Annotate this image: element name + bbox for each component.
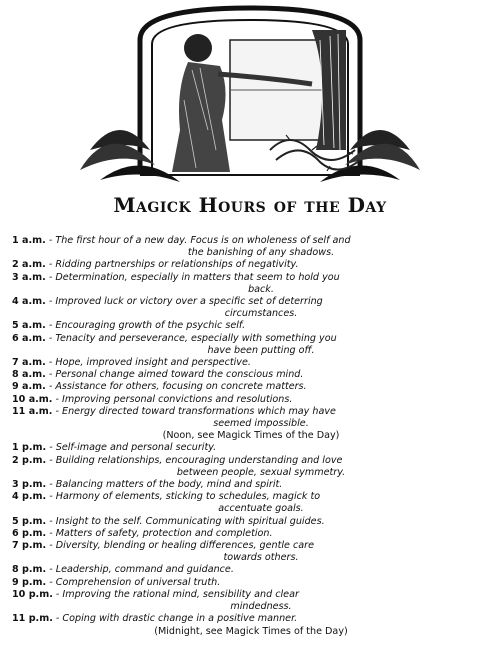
hour-label: 5 a.m. — [12, 320, 46, 332]
list-item — [12, 394, 490, 406]
list-item — [12, 491, 490, 515]
list-item — [12, 333, 490, 357]
hour-label: 6 p.m. — [12, 527, 47, 539]
list-item — [12, 381, 490, 393]
list-item — [12, 528, 490, 540]
hour-label: 10 p.m. — [12, 588, 53, 600]
hour-description-continued: between people, sexual symmetry. — [176, 466, 346, 478]
hour-description: - Coping with drastic change in a positive manner. — [55, 613, 298, 625]
hour-description: - Determination, especially in matters that seem to hold you — [48, 271, 340, 283]
hour-label: 3 a.m. — [12, 271, 46, 283]
hour-description: - The first hour of a new day. Focus is on wholeness of self and — [48, 235, 351, 246]
list-item — [12, 564, 490, 576]
hour-label: 2 p.m. — [12, 454, 47, 466]
list-item — [12, 320, 490, 332]
hour-description: - Improved luck or victory over a specific set of deterring — [48, 296, 323, 308]
hour-description: - Personal change aimed toward the conscious mind. — [48, 369, 304, 381]
hour-label: 3 p.m. — [12, 479, 47, 491]
hour-label: 4 a.m. — [12, 296, 46, 308]
hour-label: 11 a.m. — [12, 405, 53, 417]
hour-label: 9 a.m. — [12, 381, 46, 393]
list-item — [12, 259, 490, 271]
hour-description-continued: have been putting off. — [207, 344, 315, 356]
hour-description-continued: mindedness. — [230, 601, 292, 613]
hour-label: 7 a.m. — [12, 357, 46, 369]
hour-description: - Improving the rational mind, sensibility and clear — [55, 588, 299, 600]
midnight-note: (Midnight, see Magick Times of the Day) — [154, 625, 348, 637]
hour-label: 11 p.m. — [12, 613, 53, 625]
hour-label: 7 p.m. — [12, 540, 47, 552]
hour-description: - Comprehension of universal truth. — [49, 576, 221, 588]
list-item — [12, 442, 490, 454]
hour-description-continued: back. — [248, 283, 274, 295]
hour-description: - Balancing matters of the body, mind and spirit. — [49, 479, 283, 491]
list-item — [12, 540, 490, 564]
page-title: Magick Hours of the Day — [113, 193, 387, 217]
hour-label: 8 p.m. — [12, 564, 47, 576]
list-item — [12, 455, 490, 479]
hours-list — [12, 235, 490, 638]
hour-description: - Matters of safety, protection and completion. — [49, 527, 273, 539]
hour-description: - Leadership, command and guidance. — [49, 564, 234, 576]
hour-description-continued: circumstances. — [224, 308, 298, 320]
hour-label: 10 a.m. — [12, 393, 53, 405]
hour-description: - Self-image and personal security. — [49, 442, 217, 454]
list-item — [12, 369, 490, 381]
list-item — [12, 589, 490, 613]
hour-label: 6 a.m. — [12, 332, 46, 344]
hour-label: 5 p.m. — [12, 515, 47, 527]
list-item — [12, 613, 490, 625]
list-item — [12, 516, 490, 528]
woman-at-window-illustration — [80, 0, 420, 190]
hour-description: - Hope, improved insight and perspective. — [48, 357, 251, 369]
hour-description: - Energy directed toward transformations which may have — [55, 405, 336, 417]
list-item — [12, 296, 490, 320]
hour-label: 4 p.m. — [12, 491, 47, 503]
hour-description-continued: accentuate goals. — [218, 503, 304, 515]
hour-description: - Encouraging growth of the psychic self. — [48, 320, 246, 332]
list-item — [12, 272, 490, 296]
hour-label: 8 a.m. — [12, 369, 46, 381]
hour-label: 1 a.m. — [12, 235, 46, 246]
hour-description: - Diversity, blending or healing differences, gentle care — [49, 540, 315, 552]
hour-description: - Ridding partnerships or relationships of negativity. — [48, 259, 299, 271]
hour-label: 9 p.m. — [12, 576, 47, 588]
hour-description-continued: towards others. — [223, 552, 299, 564]
hour-description: - Assistance for others, focusing on concrete matters. — [48, 381, 307, 393]
hour-description: - Improving personal convictions and resolutions. — [55, 393, 293, 405]
hour-description: - Building relationships, encouraging understanding and love — [49, 454, 343, 466]
hour-description: - Insight to the self. Communicating with spiritual guides. — [49, 515, 325, 527]
hour-description-continued: the banishing of any shadows. — [187, 247, 335, 259]
hour-description-continued: seemed impossible. — [213, 418, 309, 430]
list-item — [12, 577, 490, 589]
list-item — [12, 357, 490, 369]
hour-description: - Harmony of elements, sticking to schedules, magick to — [49, 491, 321, 503]
list-item — [12, 406, 490, 430]
hour-label: 1 p.m. — [12, 442, 47, 454]
hour-description: - Tenacity and perseverance, especially with something you — [48, 332, 337, 344]
hour-label: 2 a.m. — [12, 259, 46, 271]
list-item — [12, 235, 490, 259]
list-item — [12, 479, 490, 491]
noon-note: (Noon, see Magick Times of the Day) — [162, 430, 340, 442]
